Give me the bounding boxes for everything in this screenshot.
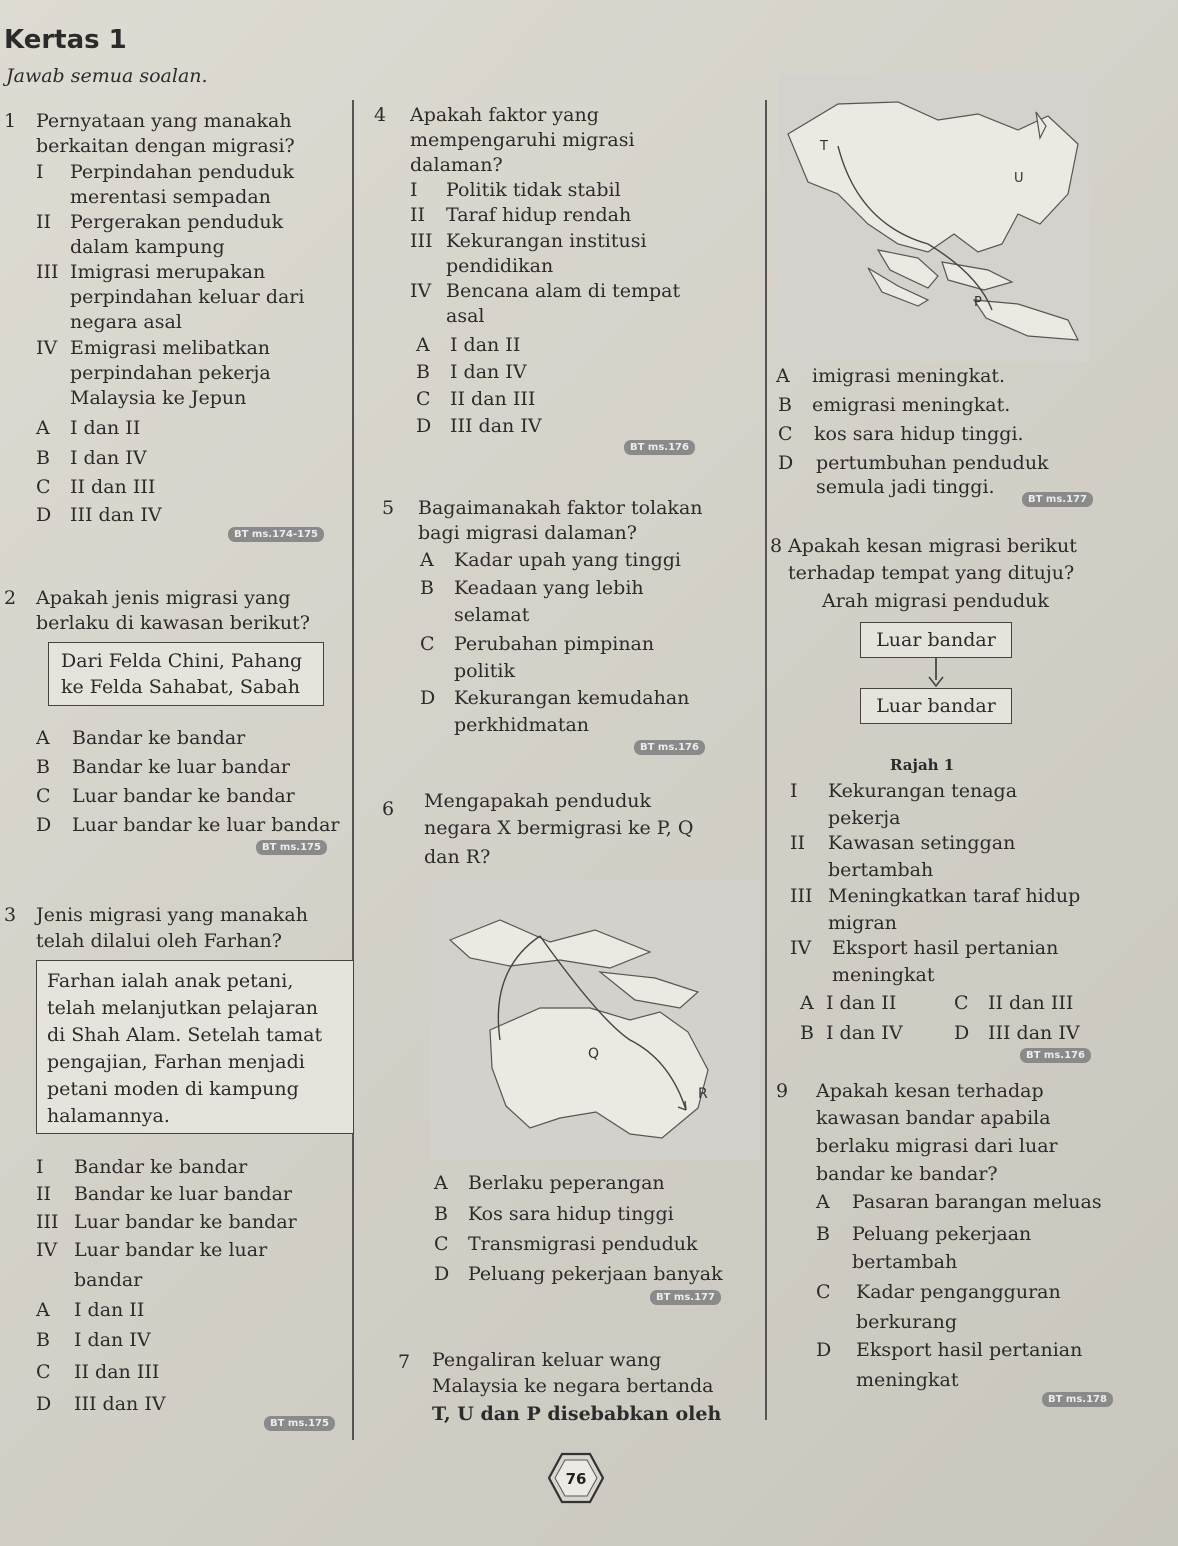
q9-stem: Apakah kesan terhadap (816, 1080, 1044, 1102)
q7-map-asia (778, 74, 1090, 362)
q9-option-text[interactable]: meningkat (856, 1369, 959, 1391)
q7-option-text[interactable]: imigrasi meningkat. (812, 365, 1006, 387)
q9-option-text[interactable]: berkurang (856, 1311, 958, 1333)
q4-reference-badge: BT ms.176 (624, 440, 695, 455)
q3-box-line: petani moden di kampung (47, 1078, 299, 1100)
q4-item-roman: II (410, 204, 426, 226)
q4-option-letter[interactable]: D (416, 415, 432, 437)
q9-stem: berlaku migrasi dari luar (816, 1135, 1058, 1157)
q2-option-text[interactable]: Bandar ke bandar (72, 727, 246, 749)
q7-option-text[interactable]: pertumbuhan penduduk (816, 452, 1049, 474)
q6-option-text[interactable]: Peluang pekerjaan banyak (468, 1263, 723, 1285)
q9-stem: bandar ke bandar? (816, 1163, 998, 1185)
q8-item-roman: I (790, 780, 798, 802)
q4-option-text[interactable]: III dan IV (450, 415, 542, 437)
q3-item-text: Bandar ke bandar (74, 1156, 248, 1178)
q3-option-letter[interactable]: B (36, 1329, 50, 1351)
q8-diagram-title: Arah migrasi penduduk (822, 590, 1049, 612)
q1-number: 1 (4, 110, 17, 132)
q7-map-label-p: P (974, 295, 982, 310)
q2-option-letter[interactable]: C (36, 785, 51, 807)
q3-box-line: Farhan ialah anak petani, (47, 970, 294, 992)
q4-item-roman: I (410, 179, 418, 201)
q8-diagram-from-label: Luar bandar (876, 629, 996, 651)
q6-stem: negara X bermigrasi ke P, Q (424, 817, 694, 839)
q1-item-roman: II (36, 211, 52, 233)
q9-stem: kawasan bandar apabila (816, 1107, 1051, 1129)
q7-number: 7 (398, 1351, 411, 1373)
q6-number: 6 (382, 798, 395, 820)
q9-number: 9 (776, 1080, 789, 1102)
q3-option-text[interactable]: I dan II (74, 1299, 145, 1321)
q4-item-text: Politik tidak stabil (446, 179, 621, 201)
q2-option-text[interactable]: Bandar ke luar bandar (72, 756, 290, 778)
q8-diagram-to-box (860, 688, 1012, 724)
q1-item-text: Pergerakan penduduk (70, 211, 284, 233)
page-number: 76 (565, 1470, 587, 1488)
q8-option-text[interactable]: III dan IV (988, 1022, 1080, 1044)
q8-item-text: migran (828, 912, 897, 934)
q3-box-line: telah melanjutkan pelajaran (47, 997, 319, 1019)
q4-stem: Apakah faktor yang (410, 104, 599, 126)
q5-option-text[interactable]: politik (454, 660, 515, 682)
q2-stem: berlaku di kawasan berikut? (36, 612, 310, 634)
q7-option-text[interactable]: emigrasi meningkat. (812, 394, 1011, 416)
q5-option-text[interactable]: Keadaan yang lebih (454, 577, 644, 599)
q8-item-text: bertambah (828, 859, 934, 881)
q8-item-text: pekerja (828, 807, 901, 829)
q5-option-letter[interactable]: B (420, 577, 434, 599)
column-divider-right (765, 100, 767, 1420)
q1-item-text: Malaysia ke Jepun (70, 387, 247, 409)
column-divider-left (352, 100, 354, 1440)
q7-stem: Malaysia ke negara bertanda (432, 1375, 714, 1397)
q1-option-letter[interactable]: D (36, 504, 52, 526)
q3-option-text[interactable]: II dan III (74, 1361, 160, 1383)
q6-reference-badge: BT ms.177 (650, 1290, 721, 1305)
q1-item-roman: I (36, 161, 44, 183)
q8-option-letter[interactable]: C (954, 992, 969, 1014)
q9-option-text[interactable]: Pasaran barangan meluas (852, 1191, 1102, 1213)
q8-item-text: Meningkatkan taraf hidup (828, 885, 1081, 907)
q7-stem: T, U dan P disebabkan oleh (432, 1403, 722, 1425)
q6-map-label-q: Q (588, 1046, 600, 1062)
q3-option-letter[interactable]: D (36, 1393, 52, 1415)
q3-item-text: Bandar ke luar bandar (74, 1183, 292, 1205)
q9-option-text[interactable]: Eksport hasil pertanian (856, 1339, 1083, 1361)
q1-item-text: Perpindahan penduduk (70, 161, 295, 183)
q2-option-letter[interactable]: A (36, 727, 50, 749)
q8-diagram-from-box (860, 622, 1012, 658)
q8-diagram-caption: Rajah 1 (890, 756, 955, 774)
q8-item-text: Eksport hasil pertanian (832, 937, 1059, 959)
q3-reference-badge: BT ms.175 (264, 1416, 335, 1431)
q1-item-roman: III (36, 261, 59, 283)
q5-option-letter[interactable]: C (420, 633, 435, 655)
q3-item-text: Luar bandar ke bandar (74, 1211, 297, 1233)
q9-option-letter[interactable]: D (816, 1339, 832, 1361)
q1-item-text: Emigrasi melibatkan (70, 337, 271, 359)
q2-option-text[interactable]: Luar bandar ke luar bandar (72, 814, 340, 836)
q3-item-roman: I (36, 1156, 44, 1178)
q2-stem: Apakah jenis migrasi yang (36, 587, 291, 609)
q7-reference-badge: BT ms.177 (1022, 492, 1093, 507)
q8-reference-badge: BT ms.176 (1020, 1048, 1091, 1063)
q7-option-text[interactable]: kos sara hidup tinggi. (814, 423, 1024, 445)
q3-option-letter[interactable]: C (36, 1361, 51, 1383)
q5-option-letter[interactable]: D (420, 687, 436, 709)
q1-option-letter[interactable]: A (36, 417, 50, 439)
q9-option-letter[interactable]: B (816, 1223, 830, 1245)
q8-item-text: meningkat (832, 964, 935, 986)
q6-map-label-r: R (698, 1086, 708, 1102)
q6-option-text[interactable]: Transmigrasi penduduk (468, 1233, 698, 1255)
q3-option-text[interactable]: III dan IV (74, 1393, 166, 1415)
q9-option-letter[interactable]: A (816, 1191, 830, 1213)
q8-option-text[interactable]: I dan II (826, 992, 897, 1014)
q2-box-line: Dari Felda Chini, Pahang (61, 650, 303, 672)
q8-number: 8 (770, 535, 783, 557)
q1-option-letter[interactable]: B (36, 447, 50, 469)
q9-option-letter[interactable]: C (816, 1281, 831, 1303)
q3-option-text[interactable]: I dan IV (74, 1329, 151, 1351)
q2-option-letter[interactable]: D (36, 814, 52, 836)
q4-option-text[interactable]: II dan III (450, 388, 536, 410)
q5-option-text[interactable]: perkhidmatan (454, 714, 590, 736)
q9-option-text[interactable]: bertambah (852, 1251, 958, 1273)
q6-stem: Mengapakah penduduk (424, 790, 651, 812)
q3-box-line: di Shah Alam. Setelah tamat (47, 1024, 323, 1046)
q1-option-text[interactable]: II dan III (70, 476, 156, 498)
q9-option-text[interactable]: Peluang pekerjaan (852, 1223, 1032, 1245)
q1-stem: berkaitan dengan migrasi? (36, 135, 295, 157)
q5-option-text[interactable]: Kekurangan kemudahan (454, 687, 690, 709)
q3-story-box (36, 960, 354, 1134)
q5-stem: bagi migrasi dalaman? (418, 522, 637, 544)
q6-option-text[interactable]: Kos sara hidup tinggi (468, 1203, 674, 1225)
q8-item-roman: IV (790, 937, 812, 959)
q7-stem: Pengaliran keluar wang (432, 1349, 662, 1371)
q4-number: 4 (374, 104, 387, 126)
q4-item-roman: IV (410, 280, 432, 302)
page-title: Kertas 1 (4, 25, 127, 55)
q1-item-text: perpindahan keluar dari (70, 286, 305, 308)
q9-option-text[interactable]: Kadar pengangguran (856, 1281, 1061, 1303)
q1-option-letter[interactable]: C (36, 476, 51, 498)
q4-item-roman: III (410, 230, 433, 252)
q7-option-letter[interactable]: A (776, 365, 790, 387)
q1-item-text: perpindahan pekerja (70, 362, 271, 384)
q7-option-letter[interactable]: C (778, 423, 793, 445)
q8-option-letter[interactable]: B (800, 1022, 814, 1044)
q6-option-letter[interactable]: D (434, 1263, 450, 1285)
q2-option-letter[interactable]: B (36, 756, 50, 778)
q6-option-letter[interactable]: A (434, 1172, 448, 1194)
q6-stem: dan R? (424, 846, 491, 868)
q4-item-text: asal (446, 305, 485, 327)
q5-stem: Bagaimanakah faktor tolakan (418, 497, 703, 519)
q3-stem: telah dilalui oleh Farhan? (36, 930, 282, 952)
q4-option-letter[interactable]: C (416, 388, 431, 410)
q3-item-text: bandar (74, 1269, 143, 1291)
q2-option-text[interactable]: Luar bandar ke bandar (72, 785, 295, 807)
q8-option-letter[interactable]: A (800, 992, 814, 1014)
q1-option-text[interactable]: I dan II (70, 417, 141, 439)
q4-option-text[interactable]: I dan II (450, 334, 521, 356)
q4-option-letter[interactable]: B (416, 361, 430, 383)
q8-item-roman: III (790, 885, 813, 907)
q3-item-roman: III (36, 1211, 59, 1233)
q7-option-letter[interactable]: D (778, 452, 794, 474)
q3-item-text: Luar bandar ke luar (74, 1239, 268, 1261)
q8-stem: Apakah kesan migrasi berikut (788, 535, 1077, 557)
q5-option-text[interactable]: selamat (454, 604, 530, 626)
q3-item-roman: IV (36, 1239, 58, 1261)
q4-item-text: Kekurangan institusi (446, 230, 647, 252)
q1-item-text: negara asal (70, 311, 182, 333)
q6-map-australia (430, 880, 760, 1160)
q1-reference-badge: BT ms.174-175 (228, 527, 324, 542)
q1-item-text: Imigrasi merupakan (70, 261, 266, 283)
q4-item-text: Taraf hidup rendah (446, 204, 632, 226)
q5-number: 5 (382, 497, 395, 519)
q1-item-text: dalam kampung (70, 236, 225, 258)
q2-box-line: ke Felda Sahabat, Sabah (61, 676, 300, 698)
q4-item-text: Bencana alam di tempat (446, 280, 681, 302)
q3-box-line: halamannya. (47, 1105, 170, 1127)
q4-option-text[interactable]: I dan IV (450, 361, 527, 383)
q3-option-letter[interactable]: A (36, 1299, 50, 1321)
q7-map-label-u: U (1014, 171, 1024, 186)
instruction: Jawab semua soalan. (6, 65, 208, 87)
q1-item-roman: IV (36, 337, 58, 359)
q6-option-text[interactable]: Berlaku peperangan (468, 1172, 665, 1194)
q5-option-letter[interactable]: A (420, 549, 434, 571)
q2-number: 2 (4, 587, 17, 609)
q6-option-letter[interactable]: B (434, 1203, 448, 1225)
q7-option-text[interactable]: semula jadi tinggi. (816, 476, 995, 498)
q5-reference-badge: BT ms.176 (634, 740, 705, 755)
q8-diagram-to-label: Luar bandar (876, 695, 996, 717)
q8-item-roman: II (790, 832, 806, 854)
q1-stem: Pernyataan yang manakah (36, 110, 292, 132)
q3-item-roman: II (36, 1183, 52, 1205)
q1-option-text[interactable]: III dan IV (70, 504, 162, 526)
q4-item-text: pendidikan (446, 255, 554, 277)
q7-map-label-t: T (820, 139, 828, 154)
q8-option-letter[interactable]: D (954, 1022, 970, 1044)
page-number-badge (548, 1452, 604, 1504)
q8-stem: terhadap tempat yang dituju? (788, 562, 1075, 584)
arrow-down-icon (928, 676, 944, 688)
q8-option-text[interactable]: I dan IV (826, 1022, 903, 1044)
q8-item-text: Kawasan setinggan (828, 832, 1016, 854)
q5-option-text[interactable]: Perubahan pimpinan (454, 633, 655, 655)
q6-option-letter[interactable]: C (434, 1233, 449, 1255)
q4-stem: mempengaruhi migrasi (410, 129, 635, 151)
q7-option-letter[interactable]: B (778, 394, 792, 416)
q1-item-text: merentasi sempadan (70, 186, 271, 208)
q1-option-text[interactable]: I dan IV (70, 447, 147, 469)
q4-option-letter[interactable]: A (416, 334, 430, 356)
q2-reference-badge: BT ms.175 (256, 840, 327, 855)
q2-location-box (48, 642, 324, 706)
q8-option-text[interactable]: II dan III (988, 992, 1074, 1014)
q5-option-text[interactable]: Kadar upah yang tinggi (454, 549, 681, 571)
q9-reference-badge: BT ms.178 (1042, 1392, 1113, 1407)
q8-item-text: Kekurangan tenaga (828, 780, 1018, 802)
q3-box-line: pengajian, Farhan menjadi (47, 1051, 305, 1073)
q3-number: 3 (4, 904, 17, 926)
q4-stem: dalaman? (410, 154, 503, 176)
q3-stem: Jenis migrasi yang manakah (36, 904, 308, 926)
